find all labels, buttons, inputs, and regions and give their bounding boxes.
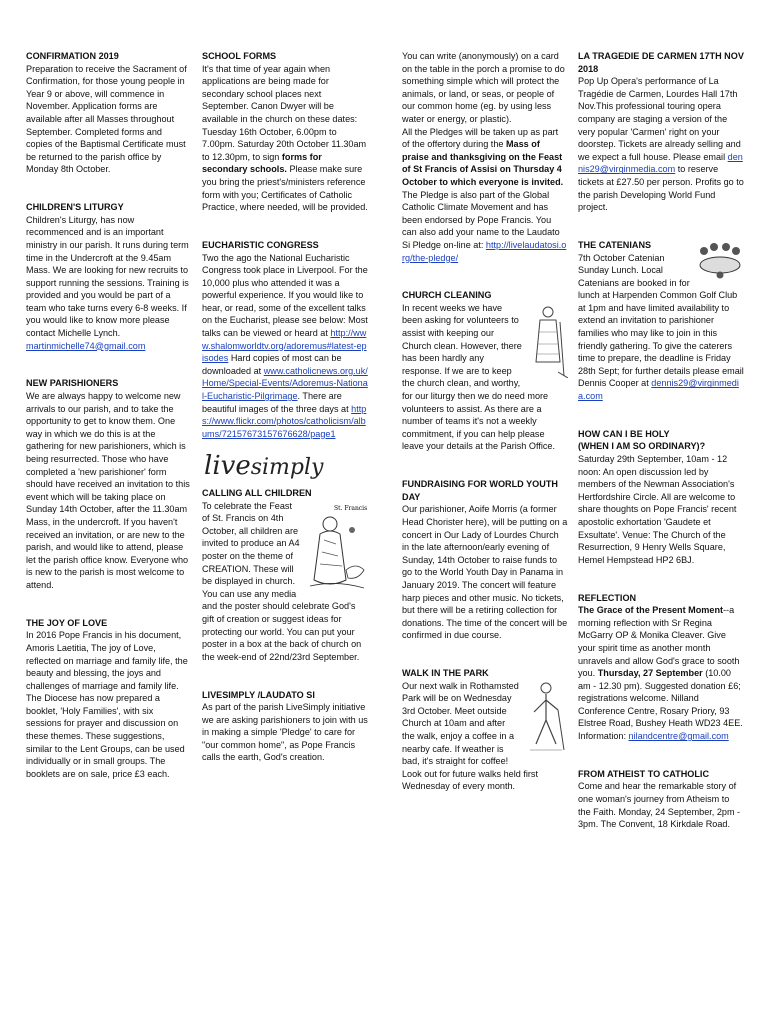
catenians-heading: THE CATENIANS	[578, 239, 652, 250]
pledge-text-1: You can write (anonymously) on a card on the table in the porch a promise to do something simple which will protect the animals, or land, or seas, or people of our common home (eg. by using less water or energy, or plastic).	[402, 51, 565, 124]
section-livesimply	[202, 689, 368, 765]
eucharistic-mid1: Hard copies of most can be downloaded at	[202, 353, 342, 376]
section-carmen	[578, 50, 744, 214]
carmen-text	[578, 75, 744, 214]
section-pledge	[402, 50, 568, 264]
eucharistic-heading: EUCHARISTIC CONGRESS	[202, 239, 319, 250]
eucharistic-mid2: . There are beautiful images of the three days at	[202, 391, 352, 414]
section-holy	[578, 428, 744, 567]
reflection-text	[578, 604, 744, 743]
joy-of-love-text: In 2016 Pope Francis in his document, Amoris Laetitia, The joy of Love, reflected on marriage and family life, the beauty and blessing, the joys and challenges of marriage and family life. The Diocese has now prepared a booklet, 'Holy Families', with six sessions for prayer and discussion on these themes. These suggestions, similar to the Lent Groups, can be used individually or in small groups. The booklets are on sale, price £3 each.	[26, 630, 188, 779]
michelle-email-link[interactable]: martinmichelle74@gmail.com	[26, 340, 146, 351]
pledge-text-2	[402, 126, 568, 265]
carmen-heading: LA TRAGEDIE DE CARMEN 17TH NOV 2018	[578, 51, 744, 74]
catenians-dinner-illustration-icon	[696, 239, 744, 279]
reflection-bold: The Grace of the Present Moment	[578, 605, 724, 616]
livesimply-logo	[204, 453, 368, 481]
section-school-forms	[202, 50, 368, 214]
section-fundraising	[402, 478, 568, 642]
atheist-heading: FROM ATHEIST TO CATHOLIC	[578, 768, 710, 779]
column-4	[578, 50, 744, 843]
column-3	[402, 50, 568, 806]
catholicnews-link[interactable]: www.catholicnews.org.uk/Home/Special-Events/Adoremus-National-Eucharistic-Pilgrimage	[202, 365, 368, 402]
calling-children-heading: CALLING ALL CHILDREN	[202, 488, 312, 498]
school-forms-bold: forms for secondary schools.	[202, 151, 322, 175]
livesimply-heading: LIVESIMPLY /LAUDATO SI	[202, 689, 315, 700]
confirmation-text: Preparation to receive the Sacrament of Confirmation, for those young people in Year 9 or above, will commence in November. Application forms are available after all Masses throughout September. Completed forms and copies of the Baptismal Certificate must be returned to the parish office by Monday 8th October.	[26, 63, 187, 175]
holy-text: Saturday 29th September, 10am - 12 noon: An open discussion led by members of the Newman Association's Hertfordshire Circle. All are welcome to share thoughts on Pope Francis' recent apostolic exhortation 'Gaudete et Exsultate'. Venue: The Church of the Resurrection, 9 Henry Wells Square, Hemel Hempstead HP2 6BJ.	[578, 454, 737, 565]
section-confirmation	[26, 50, 190, 176]
section-joy-of-love	[26, 617, 190, 781]
carmen-email-link[interactable]: dennis29@virginmedia.com	[578, 151, 743, 175]
section-reflection	[578, 592, 744, 743]
school-forms-tail: Please make sure you bring the priest's/ministers reference form with you; Certificates of Catholic Practice, where needed, will be provided.	[202, 164, 368, 213]
catenians-email-link[interactable]: dennis29@virginmedia.com	[578, 378, 739, 402]
reflection-heading: REFLECTION	[578, 592, 637, 603]
section-walk	[402, 667, 568, 793]
joy-of-love-heading: THE JOY OF LOVE	[26, 617, 108, 628]
laudatosi-link[interactable]: http://livelaudatosi.org/the-pledge/	[402, 239, 567, 263]
school-forms-body: It's that time of year again when applications are being made for secondary school places next September. Canon Dwyer will be available in the church on these dates: Tuesday 16th October, 6.00pm to 7.00pm. Saturday 20th October 11.30am to 12.30pm, to sign	[202, 63, 367, 162]
childrens-liturgy-text: Children's Liturgy, has now recommenced and is an important ministry in our parish. It runs during term time in the Undercroft at the 9.45am Mass. We are looking for new recruits to support running the sessions. Training is provided and you would be part of a team who take turns every 6-8 weeks. If you would like to know more please contact Michelle Lynch.	[26, 214, 189, 339]
eucharistic-body: Two the ago the National Eucharistic Congress took place in Liverpool. For the 10,000 plus who attended it was a powerful experience. If you would like to hear, or read, some of the excellent talks on the Eucharist, please see below: Most talks can be viewed or heard at	[202, 252, 368, 339]
eucharistic-text	[202, 252, 368, 441]
walk-text: Our next walk in Rothamsted Park will be on Wednesday 3rd October. Meet outside Church at 10am and after the walk, enjoy a coffee in a nearby cafe. If weather is bad, it's straight for coffee! Look out for future walks held first Wednesday of every month.	[402, 680, 538, 792]
school-forms-text	[202, 63, 368, 214]
niland-email-link[interactable]: nilandcentre@gmail.com	[628, 731, 729, 742]
calling-children-text: To celebrate the Feast of St. Francis on 4th October, all children are invited to produce an A4 poster on the theme of CREATION. These will be displayed in church. You can use any media and the poster should celebrate God's gift of creation or suggest ideas for protecting our world. You can put your poster in a box at the back of church on the week-end of 22nd/23rd September.	[202, 500, 362, 662]
carmen-tail: to reserve tickets at £27.50 per person. Profits go to the parish Developing World Fund project.	[578, 164, 744, 213]
new-parishioners-heading: NEW PARISHIONERS	[26, 378, 119, 389]
shalom-link[interactable]: http://www.shalomworldtv.org/adoremus#latest-episodes	[202, 328, 367, 364]
catenians-body: 7th October Catenian Sunday Lunch. Local Catenians are booked in for lunch at Harpenden Common Golf Club at 1pm and have limited availability to extend an invitation to parishioner families who may like to join in this friendly gathering. To give the caterers time to prepare, the deadline is Friday 28th Sept; for further details please email Dennis Cooper at	[578, 252, 744, 389]
reflection-tail: (10.00 am - 12.30 pm). Suggested donation £6; registrations welcome. Nilland Conference Centre, Rosary Priory, 93 Elstree Road, Bushey Heath WD23 4EE. Information:	[578, 668, 743, 742]
section-childrens-liturgy	[26, 201, 190, 352]
atheist-text: Come and hear the remarkable story of one woman's journey from Atheism to the Faith. Monday, 24 September, 2pm - 3pm. The Convent, 18 Kirkdale Road.	[578, 781, 741, 830]
holy-heading: HOW CAN I BE HOLY	[578, 428, 670, 439]
church-cleaning-text: In recent weeks we have been asking for volunteers to assist with keeping our Church clean. However, there has been hardly any response. If we are to keep the church clean, and worthy, for our liturgy then we do need more volunteers to assist. As there are a number of teams it's not a weekly commitment, if you can help please leave your details at the Parish Office.	[402, 302, 555, 452]
childrens-liturgy-heading: CHILDREN'S LITURGY	[26, 202, 124, 213]
pledge-body2: All the Pledges will be taken up as part of the offertory during the	[402, 126, 559, 150]
confirmation-heading: CONFIRMATION 2019	[26, 51, 119, 61]
section-new-parishioners	[26, 377, 190, 591]
section-calling-children	[202, 487, 368, 663]
livesimply-logo-mark: live	[204, 451, 251, 481]
section-catenians	[578, 239, 744, 403]
section-eucharistic-congress	[202, 239, 368, 441]
livesimply-logo-name: simply	[250, 455, 324, 480]
section-church-cleaning	[402, 289, 568, 453]
flickr-link[interactable]: https://www.flickr.com/photos/catholicism/albums/72157673157676628/page1	[202, 403, 367, 439]
livesimply-text: As part of the parish LiveSimply initiative we are asking parishioners to join with us in making a simple 'Pledge' to care for "our common home", as Pope Francis calls the earth, God's creation.	[202, 702, 368, 763]
column-1	[26, 50, 190, 793]
walker-illustration-icon	[524, 680, 568, 754]
st-francis-caption: St. Francis	[334, 504, 368, 512]
reflection-date: Thursday, 27 September	[597, 668, 703, 679]
fundraising-text: Our parishioner, Aoife Morris (a former Head Chorister here), will be putting on a concert in Our Lady of Lourdes Church in the late afternoon/early evening of Sunday, 14th October to raise funds to go to the World Youth Day in Panama in January 2019. The concert will feature harp pieces and other music. No tickets, but there will be a retiring collection for donations. The time of the concert will be confirmed in due course.	[402, 504, 568, 641]
pledge-tail: The Pledge is also part of the Global Catholic Climate Movement and has been endorsed by Pope Francis. You can also add your name to the Laudato Si Pledge on-line at:	[402, 189, 560, 250]
fundraising-heading: FUNDRAISING FOR WORLD YOUTH DAY	[402, 479, 558, 502]
new-parishioners-text: We are always happy to welcome new arrivals to our parish, and to take the opportunity to get to know them. One way in which we do this is at the gathering for new parishioners, which is being resurrected. Those who have completed a 'new parishioner' form should have received an invitation to this event which will be taking place on Sunday 14th October, after the 11.30am Mass, in the undercroft. If you haven't received an invitation, or are new to the parish, and would like to attend, please let the parish office know. Everyone who is new to the parish is most welcome to attend.	[26, 391, 190, 590]
church-cleaning-heading: CHURCH CLEANING	[402, 290, 492, 301]
school-forms-heading: SCHOOL FORMS	[202, 51, 277, 61]
carmen-body: Pop Up Opera's performance of La Tragédie de Carmen, Lourdes Hall 17th Nov.This professional touring opera company are staging a version of the very popular 'Carmen' right on your doorstep. Tickets are already selling and we expect a full house. Please email	[578, 76, 741, 162]
cleaner-illustration-icon	[528, 302, 568, 378]
section-atheist	[578, 768, 744, 831]
pledge-bold: Mass of praise and thanksgiving on the Feast of St Francis of Assisi on Thursday 4 October to which everyone is invited.	[402, 139, 564, 187]
walk-heading: WALK IN THE PARK	[402, 668, 489, 679]
st-francis-illustration-icon	[306, 500, 368, 596]
holy-subheading: (WHEN I AM SO ORDINARY)?	[578, 441, 706, 452]
reflection-body: --a morning reflection with Sr Regina McGarry OP & Monika Cleaver. Give your spirit time as another month unravels and allow God's grace to sooth you.	[578, 605, 740, 679]
column-2	[202, 50, 368, 777]
